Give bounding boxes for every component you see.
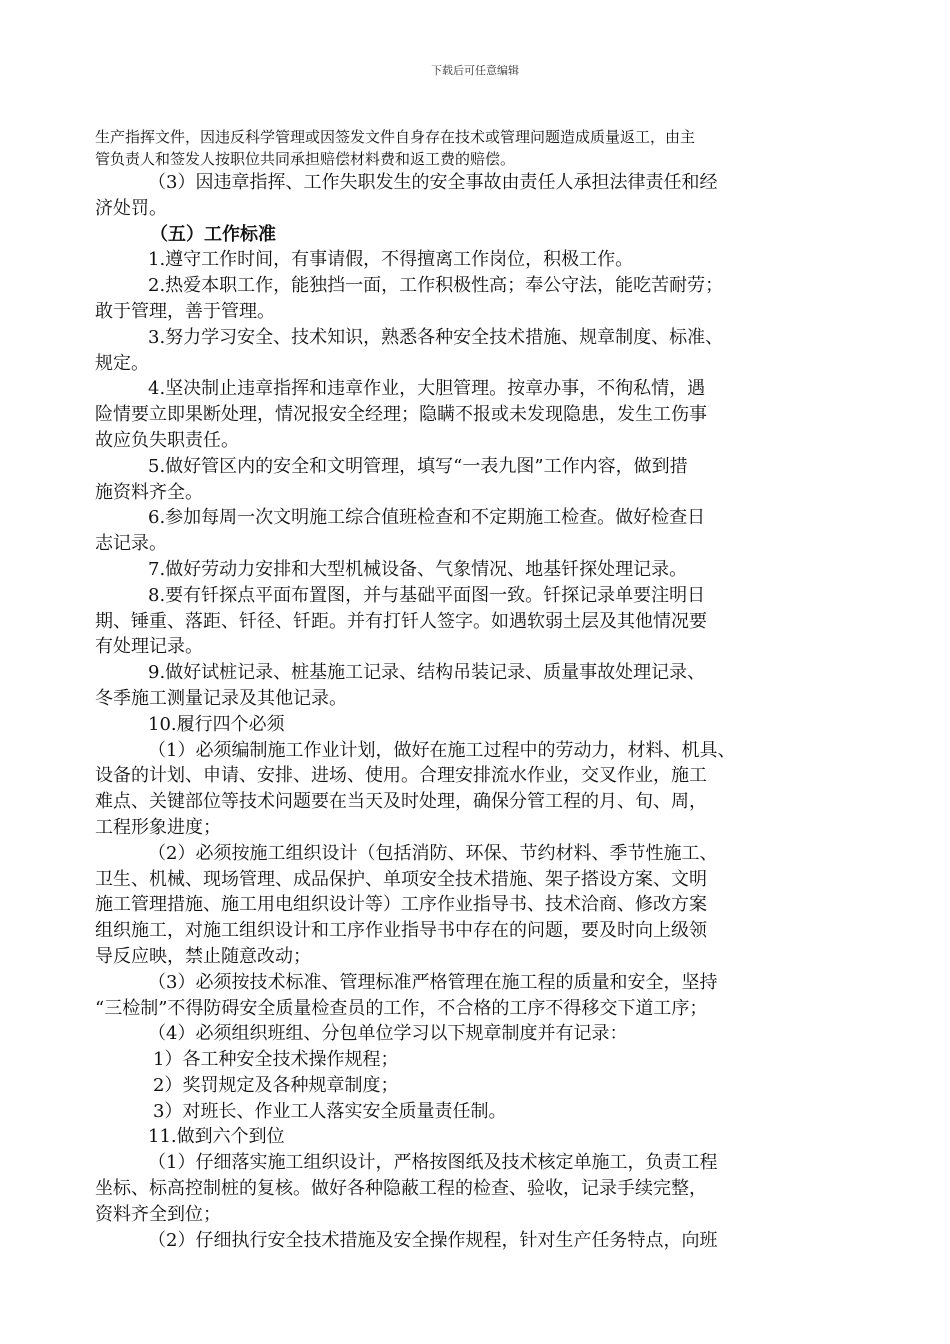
text-line: 3）对班长、作业工人落实安全质量责任制。: [153, 1100, 507, 1122]
text-line: （1）仔细落实施工组织设计，严格按图纸及技术核定单施工，负责工程: [148, 1152, 718, 1174]
text-line: 坐标、标高控制桩的复核。做好各种隐蔽工程的检查、验收，记录手续完整，: [95, 1178, 707, 1200]
text-line: 施资料齐全。: [95, 481, 203, 503]
text-line: 施工管理措施、施工用电组织设计等）工序作业指导书、技术洽商、修改方案: [95, 894, 707, 916]
text-line: 8.要有钎探点平面布置图，并与基础平面图一致。钎探记录单要注明日: [148, 584, 706, 606]
text-line: （2）必须按施工组织设计（包括消防、环保、节约材料、季节性施工、: [148, 842, 718, 864]
text-line: 规定。: [95, 352, 149, 374]
text-line: 有处理记录。: [95, 636, 203, 658]
text-line: 2）奖罚规定及各种规章制度；: [153, 1074, 399, 1096]
text-line: 9.做好试桩记录、桩基施工记录、结构吊装记录、质量事故处理记录、: [148, 662, 706, 684]
text-line: 组织施工，对施工组织设计和工序作业指导书中存在的问题，要及时向上级领: [95, 920, 707, 942]
text-line: 11.做到六个到位: [148, 1126, 285, 1148]
text-line: 4.坚决制止违章指挥和违章作业，大胆管理。按章办事，不徇私情，遇: [148, 378, 706, 400]
text-line: 济处罚。: [95, 197, 167, 219]
page-header: 下载后可任意编辑: [431, 64, 519, 77]
text-line: 工程形象进度；: [95, 816, 221, 838]
text-line: 资料齐全到位；: [95, 1203, 221, 1225]
text-line: 故应负失职责任。: [95, 429, 239, 451]
text-line: 1）各工种安全技术操作规程；: [153, 1049, 399, 1071]
document-body: [95, 126, 860, 1253]
text-line: （4）必须组织班组、分包单位学习以下规章制度并有记录：: [148, 1023, 628, 1045]
text-line: 管负责人和签发人按职位共同承担赔偿材料费和返工费的赔偿。: [95, 150, 516, 168]
text-line: 导反应映，禁止随意改动；: [95, 945, 311, 967]
text-line: （3）必须按技术标准、管理标准严格管理在施工程的质量和安全，坚持: [148, 971, 718, 993]
text-line: 难点、关键部位等技术问题要在当天及时处理，确保分管工程的月、旬、周，: [95, 791, 707, 813]
section-heading: （五）工作标准: [150, 223, 276, 245]
text-line: 卫生、机械、现场管理、成品保护、单项安全技术措施、架子搭设方案、文明: [95, 868, 707, 890]
text-line: 3.努力学习安全、技术知识，熟悉各种安全技术措施、规章制度、标准、: [148, 326, 724, 348]
text-line: 志记录。: [95, 533, 167, 555]
text-line: 1.遵守工作时间，有事请假，不得擅离工作岗位，积极工作。: [148, 249, 634, 271]
text-line: （3）因违章指挥、工作失职发生的安全事故由责任人承担法律责任和经: [148, 172, 718, 193]
text-line: 设备的计划、申请、安排、进场、使用。合理安排流水作业，交叉作业，施工: [95, 765, 707, 787]
text-line: 5.做好管区内的安全和文明管理，填写“一表九图”工作内容，做到措: [148, 455, 688, 477]
text-line: “三检制”不得防碍安全质量检查员的工作，不合格的工序不得移交下道工序；: [95, 997, 708, 1019]
text-line: 敢于管理，善于管理。: [95, 300, 275, 322]
text-line: 期、锤重、落距、钎径、钎距。并有打钎人签字。如遇软弱土层及其他情况要: [95, 610, 707, 632]
text-line: 险情要立即果断处理，情况报安全经理；隐瞒不报或未发现隐患，发生工伤事: [95, 404, 707, 426]
text-line: 冬季施工测量记录及其他记录。: [95, 687, 347, 709]
text-line: 10.履行四个必须: [148, 713, 285, 735]
text-line: （1）必须编制施工作业计划，做好在施工过程中的劳动力，材料、机具、: [148, 739, 736, 761]
text-line: 6.参加每周一次文明施工综合值班检查和不定期施工检查。做好检查日: [148, 507, 706, 529]
text-line: （2）仔细执行安全技术措施及安全操作规程，针对生产任务特点，向班: [148, 1229, 718, 1251]
text-line: 2.热爱本职工作，能独挡一面，工作积极性高；奉公守法，能吃苦耐劳；: [148, 275, 724, 297]
text-line: 7.做好劳动力安排和大型机械设备、气象情况、地基钎探处理记录。: [148, 558, 688, 580]
text-line: 生产指挥文件，因违反科学管理或因签发文件自身存在技术或管理问题造成质量返工，由主: [95, 128, 696, 146]
